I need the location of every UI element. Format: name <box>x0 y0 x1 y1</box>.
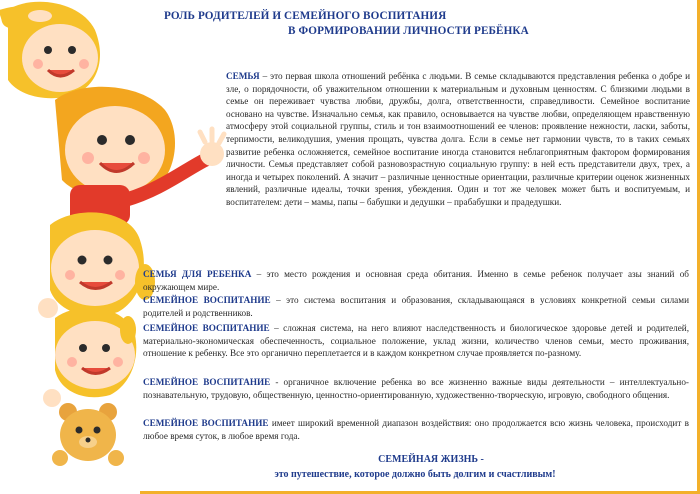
term-family-upbringing-3: СЕМЕЙНОЕ ВОСПИТАНИЕ <box>143 377 271 387</box>
title-line-1: РОЛЬ РОДИТЕЛЕЙ И СЕМЕЙНОГО ВОСПИТАНИЯ <box>164 10 447 22</box>
text-family-upbringing-4: имеет широкий временной диапазон воздействия: оно продолжается всю жизнь человека, происходит в любое время суток, в любое время года. <box>143 418 689 441</box>
term-family-upbringing-2: СЕМЕЙНОЕ ВОСПИТАНИЕ <box>143 323 270 333</box>
text-family-upbringing-2: – сложная система, на него влияют наследственность и биологическое здоровье детей и родителей, материально-экономическая обеспеченность, социальное положение, уклад жизни, количество членов семьи, место проживания, отношение к ребенку. Все это органично переплетается и в каждом конкретном случае проявляется по-разному. <box>143 323 689 359</box>
footer-motto <box>150 452 680 482</box>
footer-line-1: СЕМЕЙНАЯ ЖИЗНЬ - <box>378 454 484 465</box>
term-family: СЕМЬЯ <box>226 71 260 81</box>
paragraph-family-for-child <box>143 268 689 293</box>
text-family-upbringing-1: – это система воспитания и образования, складывающаяся в условиях конкретной семьи силами родителей и родственников. <box>143 295 689 318</box>
paragraph-family-upbringing-1 <box>143 294 689 319</box>
teddy-bear-figure <box>52 403 124 466</box>
title-line-2: В ФОРМИРОВАНИИ ЛИЧНОСТИ РЕБЁНКА <box>288 25 529 37</box>
term-family-for-child: СЕМЬЯ ДЛЯ РЕБЕНКА <box>143 269 252 279</box>
footer-line-2: это путешествие, которое должно быть долгим и счастливым! <box>274 469 556 480</box>
term-family-upbringing-4: СЕМЕЙНОЕ ВОСПИТАНИЕ <box>143 418 269 428</box>
paragraph-family-upbringing-2 <box>143 322 689 360</box>
page-title <box>150 9 670 39</box>
text-family: – это первая школа отношений ребёнка с людьми. В семье складываются представления ребенка о добре и зле, о порядочности, об уважительном отношении к материальным и духовным ценностям. С близкими людьми в семье он переживает чувства любви, дружбы, долга, ответственности, справедливости. Семейное воспитание основано на чувстве. Изначально семья, как правило, основывается на чувстве любви, определяющем нравственную атмосферу этой социальной группы, стиль и тон взаимоотношений ее членов: проявление нежности, ласки, заботы, терпимости, великодушия, умения прощать, чувства долга. Если в семье нет гармонии чувств, то в таких семьях развитие ребенка осложняется, семейное воспитание иногда становится неблагоприятным фактором формирования личности. Семья представляет собой разновозрастную социальную группу: в ней есть представители двух, трех, а иногда и четырех поколений. А значит – различные ценностные ориентации, различные критерии оценок жизненных явлений, различные идеалы, точки зрения, убеждения. Один и тот же человек может быть и воспитуемым, и воспитателем: дети – мамы, папы – бабушки и дедушки – прабабушки и прадедушки. <box>226 71 690 207</box>
paragraph-family-upbringing-4 <box>143 417 689 442</box>
term-family-upbringing-1: СЕМЕЙНОЕ ВОСПИТАНИЕ <box>143 295 271 305</box>
paragraph-family <box>226 70 690 209</box>
paragraph-family-upbringing-3 <box>143 376 689 401</box>
text-family-for-child: – это место рождения и основная среда обитания. Именно в семье ребенок получает азы знаний об окружающем мире. <box>143 269 689 292</box>
text-family-upbringing-3: - органичное включение ребенка во все жизненно важные виды деятельности – интеллектуально-познавательную, трудовую, общественную, ценностно-ориентированную, художественно-творческую, игровую, свободного общения. <box>143 377 689 400</box>
